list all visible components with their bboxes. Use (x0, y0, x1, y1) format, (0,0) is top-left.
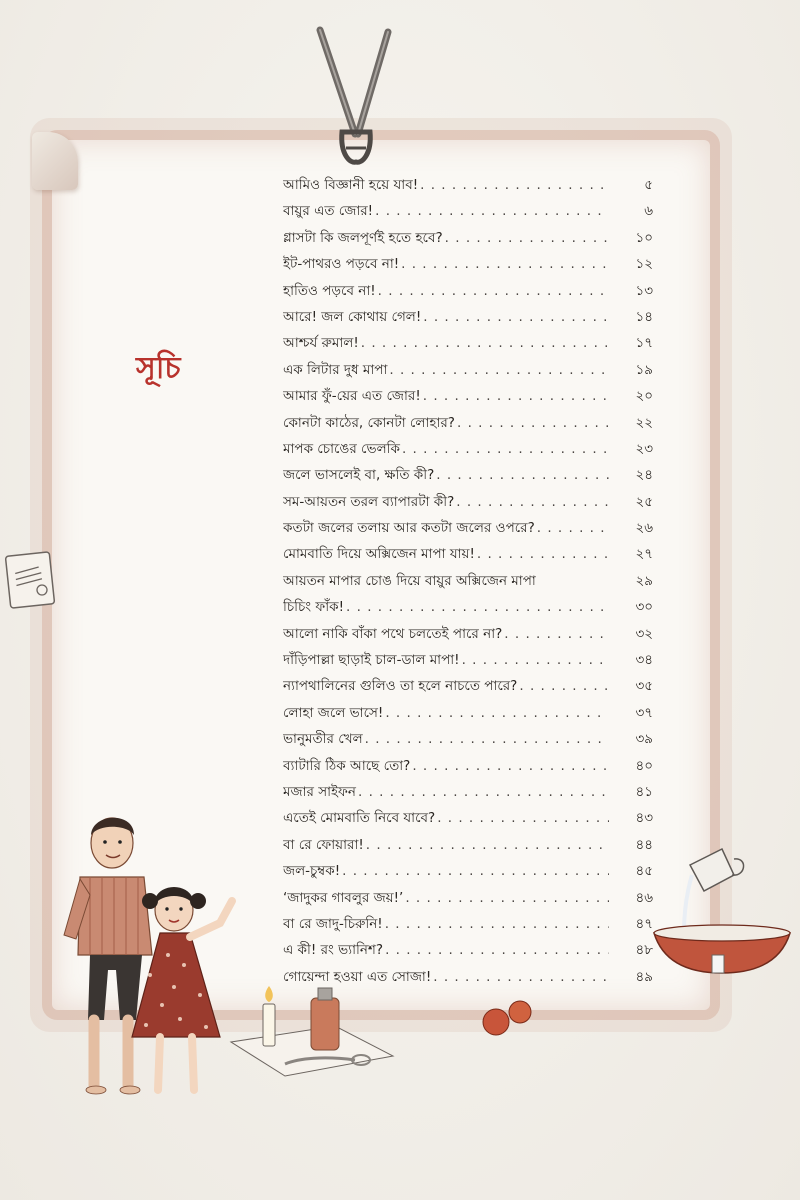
toc-item-page: ১৭ (635, 335, 653, 352)
toc-leader-dots (358, 779, 609, 805)
toc-leader-dots (519, 673, 609, 699)
toc-leader-dots (457, 410, 609, 436)
toc-item-title: সম-আয়তন তরল ব্যাপারটা কী? (283, 493, 455, 510)
toc-item[interactable] (283, 779, 653, 805)
toc-item-page: ৩৭ (635, 704, 653, 721)
toc-item-page: ৪৫ (635, 863, 653, 880)
toc-item-title: হাতিও পড়বে না! (283, 282, 376, 299)
toc-item-page: ২২ (635, 414, 653, 431)
toc-item-page: ২৪ (635, 467, 653, 484)
toc-item-page: ৪৭ (635, 915, 653, 932)
toc-leader-dots (342, 858, 609, 884)
toc-leader-dots (375, 198, 609, 224)
toc-item-page: ৫ (644, 177, 653, 193)
toc-item-title: বায়ুর এত জোর! (283, 203, 374, 220)
toc-item[interactable] (283, 410, 653, 436)
toc-item[interactable] (283, 858, 653, 884)
toc-item[interactable] (283, 330, 653, 356)
toc-item-title: লোহা জলে ভাসে! (283, 704, 384, 721)
toc-item-title: আমিও বিজ্ঞানী হয়ে যাব! (283, 177, 419, 193)
toc-item-page: ২৩ (635, 440, 653, 457)
toc-leader-dots (346, 594, 609, 620)
toc-leader-dots (437, 805, 609, 831)
toc-leader-dots (423, 383, 609, 409)
toc-item-title: কোনটা কাঠের, কোনটা লোহার? (283, 414, 455, 431)
toc-item[interactable] (283, 489, 653, 515)
toc-item-title: মজার সাইফন (283, 783, 356, 800)
toc-item-title: বা রে জাদু-চিরুনি! (283, 915, 383, 932)
table-of-contents (283, 172, 653, 990)
toc-leader-dots (456, 489, 609, 515)
toc-item-title: ‘জাদুকর গাবলুর জয়!’ (283, 889, 404, 906)
toc-item-title: এতেই মোমবাতি নিবে যাবে? (283, 810, 436, 827)
toc-leader-dots (361, 330, 609, 356)
toc-item[interactable] (283, 198, 653, 224)
toc-item-page: ২০ (635, 388, 653, 405)
toc-leader-dots (365, 726, 609, 752)
toc-item[interactable] (283, 225, 653, 251)
toc-item-page: ৩০ (635, 599, 653, 616)
toc-item-title: আয়তন মাপার চোঙ দিয়ে বায়ুর অক্সিজেন মাপা (283, 572, 536, 589)
toc-item-title: আলো নাকি বাঁকা পথে চলতেই পারে না? (283, 625, 503, 642)
toc-leader-dots (462, 647, 609, 673)
toc-item-page: ৩৪ (635, 652, 653, 669)
toc-item[interactable] (283, 357, 653, 383)
toc-item-title: জলে ভাসলেই বা, ক্ষতি কী? (283, 467, 435, 484)
toc-leader-dots (423, 304, 609, 330)
toc-item[interactable] (283, 911, 653, 937)
toc-item-page: ১৯ (635, 361, 653, 378)
children-illustration (50, 805, 250, 1110)
toc-leader-dots (420, 172, 609, 198)
toc-item-title: গ্লাসটা কি জলপূর্ণই হতে হবে? (283, 229, 443, 246)
toc-item[interactable] (283, 172, 653, 198)
candle-bottle-illustration (225, 980, 425, 1080)
toc-item[interactable] (283, 621, 653, 647)
toc-item-page: ৪৯ (635, 968, 653, 985)
toc-item[interactable] (283, 647, 653, 673)
toc-leader-dots (436, 462, 609, 488)
toc-item-page: ৩২ (635, 625, 653, 642)
boy-figure (64, 818, 152, 1094)
toc-item-title: বা রে ফোয়ারা! (283, 836, 364, 853)
toc-leader-dots (366, 832, 609, 858)
toc-item-title: ইট-পাথরও পড়বে না! (283, 256, 400, 273)
toc-item[interactable] (283, 568, 653, 594)
page-title: সূচি (136, 351, 181, 386)
toc-leader-dots (405, 885, 609, 911)
toc-item-page: ৩৫ (635, 678, 653, 695)
toc-leader-dots (385, 911, 609, 937)
toc-item[interactable] (283, 885, 653, 911)
toc-item-title: মোমবাতি দিয়ে অক্সিজেন মাপা যায়! (283, 546, 475, 563)
toc-leader-dots (445, 225, 609, 251)
toc-item[interactable] (283, 700, 653, 726)
toc-item-page: ৪০ (635, 757, 653, 774)
toc-leader-dots (477, 541, 609, 567)
toc-leader-dots (537, 515, 609, 541)
toc-item-page: ৪১ (635, 783, 653, 800)
toc-item[interactable] (283, 251, 653, 277)
toc-item[interactable] (283, 805, 653, 831)
toc-leader-dots (385, 937, 609, 963)
toc-item-page: ৪৩ (635, 810, 653, 827)
toc-item-page: ১০ (635, 229, 653, 246)
toc-item-page: ১২ (635, 256, 653, 273)
toc-leader-dots (504, 621, 609, 647)
toc-item-title: এক লিটার দুধ মাপা (283, 361, 388, 378)
toc-leader-dots (433, 964, 609, 990)
toc-item[interactable] (283, 278, 653, 304)
toc-item-title: চিচিং ফাঁক! (283, 599, 345, 616)
toc-item[interactable] (283, 753, 653, 779)
toc-item[interactable] (283, 462, 653, 488)
toc-item-page: ২৬ (635, 520, 653, 537)
toc-item[interactable] (283, 541, 653, 567)
toc-item-title: এ কী! রং ভ্যানিশ? (283, 942, 384, 959)
toc-item[interactable] (283, 436, 653, 462)
toc-item-title: জল-চুম্বক! (283, 863, 341, 880)
toc-item-page: ৬ (644, 203, 653, 220)
toc-item-title: গোয়েন্দা হওয়া এত সোজা! (283, 968, 432, 985)
toc-item-page: ৪৪ (635, 836, 653, 853)
toc-leader-dots (412, 753, 609, 779)
toc-item[interactable] (283, 832, 653, 858)
toc-item-page: ১৩ (635, 282, 653, 299)
toc-item[interactable] (283, 937, 653, 963)
toc-item[interactable] (283, 383, 653, 409)
toc-item[interactable] (283, 726, 653, 752)
toc-item-page: ৩৯ (635, 731, 653, 748)
toc-item[interactable] (283, 594, 653, 620)
toc-leader-dots (402, 436, 609, 462)
toc-item-page: ৪৮ (635, 942, 653, 959)
jug-bowl-illustration (650, 835, 800, 985)
toc-item-page: ২৭ (635, 546, 653, 563)
toc-item-title: আরে! জল কোথায় গেল! (283, 308, 422, 325)
toc-leader-dots (401, 251, 609, 277)
toc-item-title: আশ্চর্য রুমাল! (283, 335, 359, 352)
tongs-clip-illustration (300, 22, 410, 172)
toc-leader-dots (385, 700, 609, 726)
toc-item-page: ২৫ (635, 493, 653, 510)
toc-item-page: ২৯ (635, 572, 653, 589)
toc-item-title: ব্যাটারি ঠিক আছে তো? (283, 757, 411, 774)
toc-item-title: কতটা জলের তলায় আর কতটা জলের ওপরে? (283, 520, 535, 537)
toc-item[interactable] (283, 673, 653, 699)
toc-item-page: ৪৬ (635, 889, 653, 906)
toc-item-page: ১৪ (635, 308, 653, 325)
toc-item[interactable] (283, 515, 653, 541)
oranges-illustration (478, 990, 538, 1040)
toc-item-title: ন্যাপথালিনের গুলিও তা হলে নাচতে পারে? (283, 678, 518, 695)
toc-item-title: মাপক চোঙের ভেলকি (283, 440, 400, 457)
toc-item-title: দাঁড়িপাল্লা ছাড়াই চাল-ডাল মাপা! (283, 652, 460, 669)
book-card-illustration (2, 548, 58, 612)
toc-item[interactable] (283, 304, 653, 330)
toc-item-title: আমার ফুঁ-য়ের এত জোর! (283, 388, 421, 405)
toc-item-title: ভানুমতীর খেল (283, 731, 363, 748)
toc-leader-dots (389, 357, 609, 383)
toc-leader-dots (378, 278, 609, 304)
